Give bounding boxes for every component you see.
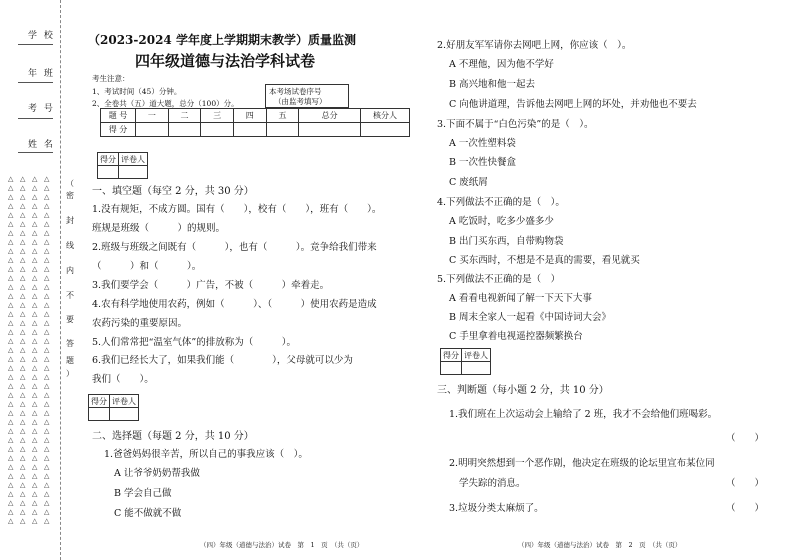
- fill-line: 5.人们常常把“温室气体”的排放称为（ ）。: [92, 337, 297, 348]
- grader-score-label: 得分: [441, 349, 462, 362]
- seal-dot: △: [20, 202, 26, 210]
- exam-year-line: （2023-2024 学年度上学期期末教学）质量监测: [88, 33, 356, 47]
- option: C 手里拿着电视遥控器频繁换台: [449, 331, 583, 342]
- fill-line: 6.我们已经长大了，如果我们能（ ），父母就可以少为: [92, 355, 353, 366]
- seal-dot: △: [20, 193, 26, 201]
- fill-line: 1.没有规矩，不成方圆。国有（ ），校有（ ），班有（ ）。: [92, 204, 382, 215]
- seal-dot: △: [32, 319, 38, 327]
- seal-dot: △: [8, 427, 14, 435]
- seal-dot: △: [32, 301, 38, 309]
- seal-dot: △: [32, 274, 38, 282]
- seal-dot: △: [8, 508, 14, 516]
- seal-dot: △: [32, 517, 38, 525]
- option: A 让爷爷奶奶帮我做: [114, 468, 200, 479]
- option: C 能不做就不做: [114, 508, 182, 519]
- grader-score-label: 得分: [98, 153, 119, 166]
- grader-name-label: 评卷人: [119, 153, 148, 166]
- seal-dot: △: [8, 337, 14, 345]
- seal-dot: △: [8, 175, 14, 183]
- seal-dot: △: [8, 436, 14, 444]
- seal-dot: △: [44, 517, 50, 525]
- seal-dot: △: [20, 382, 26, 390]
- seal-dot: △: [20, 184, 26, 192]
- seal-char: 内: [66, 266, 74, 275]
- judge-question-2: 2.明明突然想到一个恶作剧，他决定在班级的论坛里宣布某位同: [449, 458, 715, 469]
- seal-dot: △: [32, 382, 38, 390]
- grader-name-cell[interactable]: [110, 408, 139, 421]
- seal-dot: △: [8, 481, 14, 489]
- seal-dot: △: [44, 265, 50, 273]
- seal-dot: △: [32, 472, 38, 480]
- fill-line: 我们（ ）。: [92, 374, 154, 385]
- seal-dot: △: [8, 328, 14, 336]
- question-4: 4.下列做法不正确的是（ ）。: [437, 197, 565, 208]
- option: A 吃饭时，吃多少盛多少: [449, 216, 554, 227]
- score-header-cell: 总分: [299, 109, 361, 123]
- seal-char: 封: [66, 216, 74, 225]
- seal-dot: △: [20, 310, 26, 318]
- seal-dot: △: [44, 472, 50, 480]
- seal-dot: △: [8, 238, 14, 246]
- school-line: [18, 44, 53, 45]
- seal-dot: △: [32, 247, 38, 255]
- seal-dot: △: [20, 238, 26, 246]
- seal-dot: △: [32, 238, 38, 246]
- seat-box-label: 本考场试卷序号: [269, 87, 322, 96]
- score-cell[interactable]: [266, 123, 299, 137]
- seal-line: [60, 0, 61, 560]
- seal-dot: △: [44, 346, 50, 354]
- exam-number-label: 考 号: [28, 104, 55, 114]
- note-1: 1、考试时间（45）分钟。: [92, 87, 182, 96]
- option: B 周末全家人一起看《中国诗词大会》: [449, 312, 612, 323]
- class-label: 年 班: [28, 69, 55, 79]
- seal-dot: △: [20, 265, 26, 273]
- seal-dot: △: [8, 472, 14, 480]
- seal-dot: △: [44, 274, 50, 282]
- seal-dot: △: [8, 517, 14, 525]
- seal-dot: △: [20, 454, 26, 462]
- seal-dot: △: [8, 463, 14, 471]
- seal-dot: △: [32, 373, 38, 381]
- answer-paren[interactable]: （ ）: [726, 433, 765, 444]
- notes-title: 考生注意：: [92, 74, 130, 83]
- seal-dot: △: [20, 319, 26, 327]
- seal-dot: △: [32, 508, 38, 516]
- seal-dot: △: [44, 508, 50, 516]
- seal-dot: △: [8, 256, 14, 264]
- seal-dot: △: [44, 247, 50, 255]
- seal-dot: △: [20, 391, 26, 399]
- seal-dot: △: [8, 310, 14, 318]
- score-cell[interactable]: [233, 123, 266, 137]
- seat-number-box: [265, 84, 349, 108]
- option: C 买东西时，不想是不是真的需要，看见就买: [449, 255, 640, 266]
- seal-dot: △: [8, 382, 14, 390]
- seal-dot: △: [32, 427, 38, 435]
- seal-dot: △: [20, 220, 26, 228]
- grader-name-cell[interactable]: [119, 166, 148, 179]
- seal-dot: △: [8, 373, 14, 381]
- seal-dot: △: [44, 193, 50, 201]
- seal-dot: △: [20, 364, 26, 372]
- seal-dot: △: [44, 211, 50, 219]
- seal-dot: △: [20, 427, 26, 435]
- seal-dot: △: [44, 355, 50, 363]
- seal-dot: △: [44, 175, 50, 183]
- option: A 看看电视新闻了解一下天下大事: [449, 293, 592, 304]
- fill-line: 2.班级与班级之间既有（ ），也有（ ）。竞争给我们带来: [92, 242, 377, 253]
- seal-dot: △: [32, 337, 38, 345]
- question-2: 2.好朋友军军请你去网吧上网，你应该（ ）。: [437, 40, 632, 51]
- seal-dot: △: [32, 400, 38, 408]
- seal-dot: △: [44, 382, 50, 390]
- seal-dot: △: [44, 301, 50, 309]
- seal-dot: △: [32, 175, 38, 183]
- seal-dot: △: [32, 229, 38, 237]
- seal-dot: △: [8, 265, 14, 273]
- option: B 高兴地和他一起去: [449, 79, 536, 90]
- grader-table: [440, 348, 491, 375]
- seal-dot: △: [8, 202, 14, 210]
- seal-dot: △: [32, 310, 38, 318]
- seal-dot: △: [20, 436, 26, 444]
- score-header-cell: 核分人: [361, 109, 410, 123]
- seal-dot: △: [8, 400, 14, 408]
- option: C 废纸屑: [449, 177, 488, 188]
- seal-dot: △: [44, 454, 50, 462]
- fill-line: 农药污染的重要原因。: [92, 318, 188, 329]
- footer-right: （四）年级（道德与法治）试卷 第 2 页 （共（页）: [518, 541, 682, 549]
- fill-line: （ ）和（ ）。: [92, 261, 202, 272]
- section1-title: 一、填空题（每空 2 分，共 30 分）: [92, 186, 254, 197]
- seal-dot: △: [44, 445, 50, 453]
- seal-dot: △: [44, 229, 50, 237]
- score-header-cell: 三: [201, 109, 234, 123]
- school-label: 学 校: [28, 31, 55, 41]
- seal-dot: △: [44, 400, 50, 408]
- seal-dot: △: [20, 292, 26, 300]
- question-3: 3.下面不属于“白色污染”的是（ ）。: [437, 119, 594, 130]
- seal-dot: △: [8, 409, 14, 417]
- seal-dot: △: [32, 409, 38, 417]
- seal-dot: △: [44, 481, 50, 489]
- seal-dot: △: [20, 274, 26, 282]
- question-1: 1.爸爸妈妈很辛苦，所以自己的事我应该（ ）。: [104, 449, 308, 460]
- seal-dot: △: [8, 283, 14, 291]
- seal-dot: △: [32, 265, 38, 273]
- name-label: 姓 名: [28, 140, 55, 150]
- seal-dot: △: [44, 283, 50, 291]
- seal-dot: △: [20, 256, 26, 264]
- grader-name-cell[interactable]: [462, 362, 491, 375]
- seal-dot: △: [20, 418, 26, 426]
- seal-dot: △: [20, 355, 26, 363]
- seal-dot: △: [8, 229, 14, 237]
- class-line: [18, 82, 53, 83]
- section2-title: 二、选择题（每题 2 分，共 10 分）: [92, 431, 254, 442]
- seal-dot: △: [32, 445, 38, 453]
- judge-question-3: 3.垃圾分类太麻烦了。: [449, 503, 544, 514]
- seal-dot: △: [44, 373, 50, 381]
- score-header-cell: 一: [136, 109, 169, 123]
- seal-dot: △: [44, 427, 50, 435]
- seal-dot: △: [32, 292, 38, 300]
- option: B 一次性快餐盒: [449, 157, 517, 168]
- score-cell[interactable]: [201, 123, 234, 137]
- seal-dot: △: [32, 481, 38, 489]
- seal-char: 答: [66, 339, 74, 348]
- grader-score-cell[interactable]: [89, 408, 110, 421]
- name-line: [18, 152, 53, 153]
- seal-dot: △: [20, 247, 26, 255]
- seal-dot: △: [20, 301, 26, 309]
- seal-dot: △: [32, 454, 38, 462]
- answer-paren[interactable]: （ ）: [726, 478, 765, 489]
- seal-dot: △: [32, 355, 38, 363]
- seal-dot: △: [44, 490, 50, 498]
- exam-number-line: [18, 118, 53, 119]
- seal-dot: △: [44, 256, 50, 264]
- grader-score-cell[interactable]: [98, 166, 119, 179]
- seal-dot: △: [44, 337, 50, 345]
- seal-dot: △: [44, 319, 50, 327]
- seal-dot: △: [8, 274, 14, 282]
- exam-title: 四年级道德与法治学科试卷: [135, 52, 316, 70]
- seal-dot: △: [20, 175, 26, 183]
- fill-line: 3.我们要学会（ ）广告，不被（ ）牵着走。: [92, 280, 330, 291]
- seal-dot: △: [20, 481, 26, 489]
- seal-dot: △: [20, 328, 26, 336]
- seal-dot: △: [32, 364, 38, 372]
- seal-dot: △: [32, 202, 38, 210]
- seal-char: 要: [66, 315, 74, 324]
- seal-dot: △: [20, 409, 26, 417]
- seal-char: 线: [66, 241, 74, 250]
- seal-dot: △: [32, 436, 38, 444]
- seal-dot: △: [8, 211, 14, 219]
- seal-dot: △: [44, 310, 50, 318]
- score-cell[interactable]: [361, 123, 410, 137]
- seal-dot: △: [32, 184, 38, 192]
- seal-char: ）: [66, 369, 74, 378]
- seal-dot: △: [20, 463, 26, 471]
- seal-dot: △: [8, 499, 14, 507]
- option: A 一次性塑料袋: [449, 138, 516, 149]
- option: B 学会自己做: [114, 488, 172, 499]
- option: C 向他讲道理，告诉他去网吧上网的坏处，并劝他也不要去: [449, 99, 697, 110]
- grader-score-label: 得分: [89, 395, 110, 408]
- seal-dot: △: [20, 400, 26, 408]
- seal-dot: △: [44, 292, 50, 300]
- note-2: 2、全卷共（五）道大题，总分（100）分。: [92, 99, 239, 108]
- seal-dot: △: [8, 445, 14, 453]
- seal-char: 题: [66, 356, 74, 365]
- grader-name-label: 评卷人: [462, 349, 491, 362]
- seal-dot: △: [44, 391, 50, 399]
- score-cell[interactable]: [136, 123, 169, 137]
- seal-dot: △: [8, 292, 14, 300]
- grader-score-cell[interactable]: [441, 362, 462, 375]
- seal-dot: △: [44, 436, 50, 444]
- score-header-cell: 五: [266, 109, 299, 123]
- seal-dot: △: [32, 490, 38, 498]
- seal-dot: △: [8, 418, 14, 426]
- seal-dot: △: [8, 220, 14, 228]
- seal-dot: △: [20, 490, 26, 498]
- seal-dot: △: [8, 391, 14, 399]
- seal-dot: △: [8, 355, 14, 363]
- seal-dot: △: [32, 418, 38, 426]
- seal-dot: △: [8, 454, 14, 462]
- seal-dot: △: [8, 247, 14, 255]
- seal-dot: △: [44, 184, 50, 192]
- option: A 不理他，因为他不学好: [449, 59, 554, 70]
- seal-dot: △: [32, 256, 38, 264]
- seal-dot: △: [8, 346, 14, 354]
- footer-left: （四）年级（道德与法治）试卷 第 1 页 （共（页）: [200, 541, 364, 549]
- seal-dot: △: [20, 508, 26, 516]
- judge-question-1: 1.我们班在上次运动会上输给了 2 班，我才不会给他们班喝彩。: [449, 409, 718, 420]
- seal-dot: △: [8, 184, 14, 192]
- seat-box-note: （由监考填写）: [274, 97, 327, 106]
- seal-dot: △: [8, 301, 14, 309]
- fill-line: 班规是班级（ ）的规则。: [92, 223, 226, 234]
- seal-dot: △: [32, 220, 38, 228]
- score-row-label: 得 分: [101, 123, 136, 137]
- seal-dot: △: [20, 445, 26, 453]
- seal-dot: △: [32, 283, 38, 291]
- seal-dot: △: [44, 328, 50, 336]
- seal-dot: △: [44, 418, 50, 426]
- seal-dot: △: [20, 472, 26, 480]
- grader-name-label: 评卷人: [110, 395, 139, 408]
- score-cell[interactable]: [168, 123, 201, 137]
- seal-dot: △: [20, 517, 26, 525]
- score-header-cell: 四: [233, 109, 266, 123]
- seal-dot: △: [8, 364, 14, 372]
- seal-dot: △: [32, 193, 38, 201]
- seal-dot: △: [20, 337, 26, 345]
- score-header-cell: 二: [168, 109, 201, 123]
- option: B 出门买东西，自带购物袋: [449, 236, 564, 247]
- seal-dot: △: [32, 211, 38, 219]
- seal-dot: △: [32, 499, 38, 507]
- seal-dot: △: [32, 463, 38, 471]
- seal-dot: △: [8, 490, 14, 498]
- score-table: [100, 108, 410, 137]
- grader-table: [97, 152, 148, 179]
- seal-dot-pattern: [8, 175, 56, 530]
- seal-dot: △: [44, 220, 50, 228]
- seal-dot: △: [20, 283, 26, 291]
- seal-dot: △: [8, 319, 14, 327]
- seal-dot: △: [20, 211, 26, 219]
- answer-paren[interactable]: （ ）: [726, 503, 765, 514]
- seal-char: （: [66, 179, 74, 188]
- grader-table: [88, 394, 139, 421]
- seal-dot: △: [20, 499, 26, 507]
- seal-dot: △: [44, 238, 50, 246]
- seal-char: 密: [66, 191, 74, 200]
- seal-dot: △: [44, 463, 50, 471]
- seal-dot: △: [20, 373, 26, 381]
- seal-dot: △: [20, 229, 26, 237]
- seal-dot: △: [44, 499, 50, 507]
- score-header-cell: 题 号: [101, 109, 136, 123]
- seal-dot: △: [32, 328, 38, 336]
- judge-question-2-cont: 学失踪的消息。: [459, 478, 526, 489]
- seal-char: 不: [66, 291, 74, 300]
- section3-title: 三、判断题（每小题 2 分，共 10 分）: [437, 385, 609, 396]
- seal-dot: △: [32, 346, 38, 354]
- fill-line: 4.农有科学地使用农药，例如（ ）、（ ）使用农药是造成: [92, 299, 377, 310]
- score-cell[interactable]: [299, 123, 361, 137]
- seal-dot: △: [8, 193, 14, 201]
- seal-dot: △: [44, 364, 50, 372]
- seal-dot: △: [20, 346, 26, 354]
- seal-dot: △: [44, 409, 50, 417]
- seal-dot: △: [32, 391, 38, 399]
- question-5: 5.下列做法不正确的是（ ）: [437, 274, 561, 285]
- seal-dot: △: [44, 202, 50, 210]
